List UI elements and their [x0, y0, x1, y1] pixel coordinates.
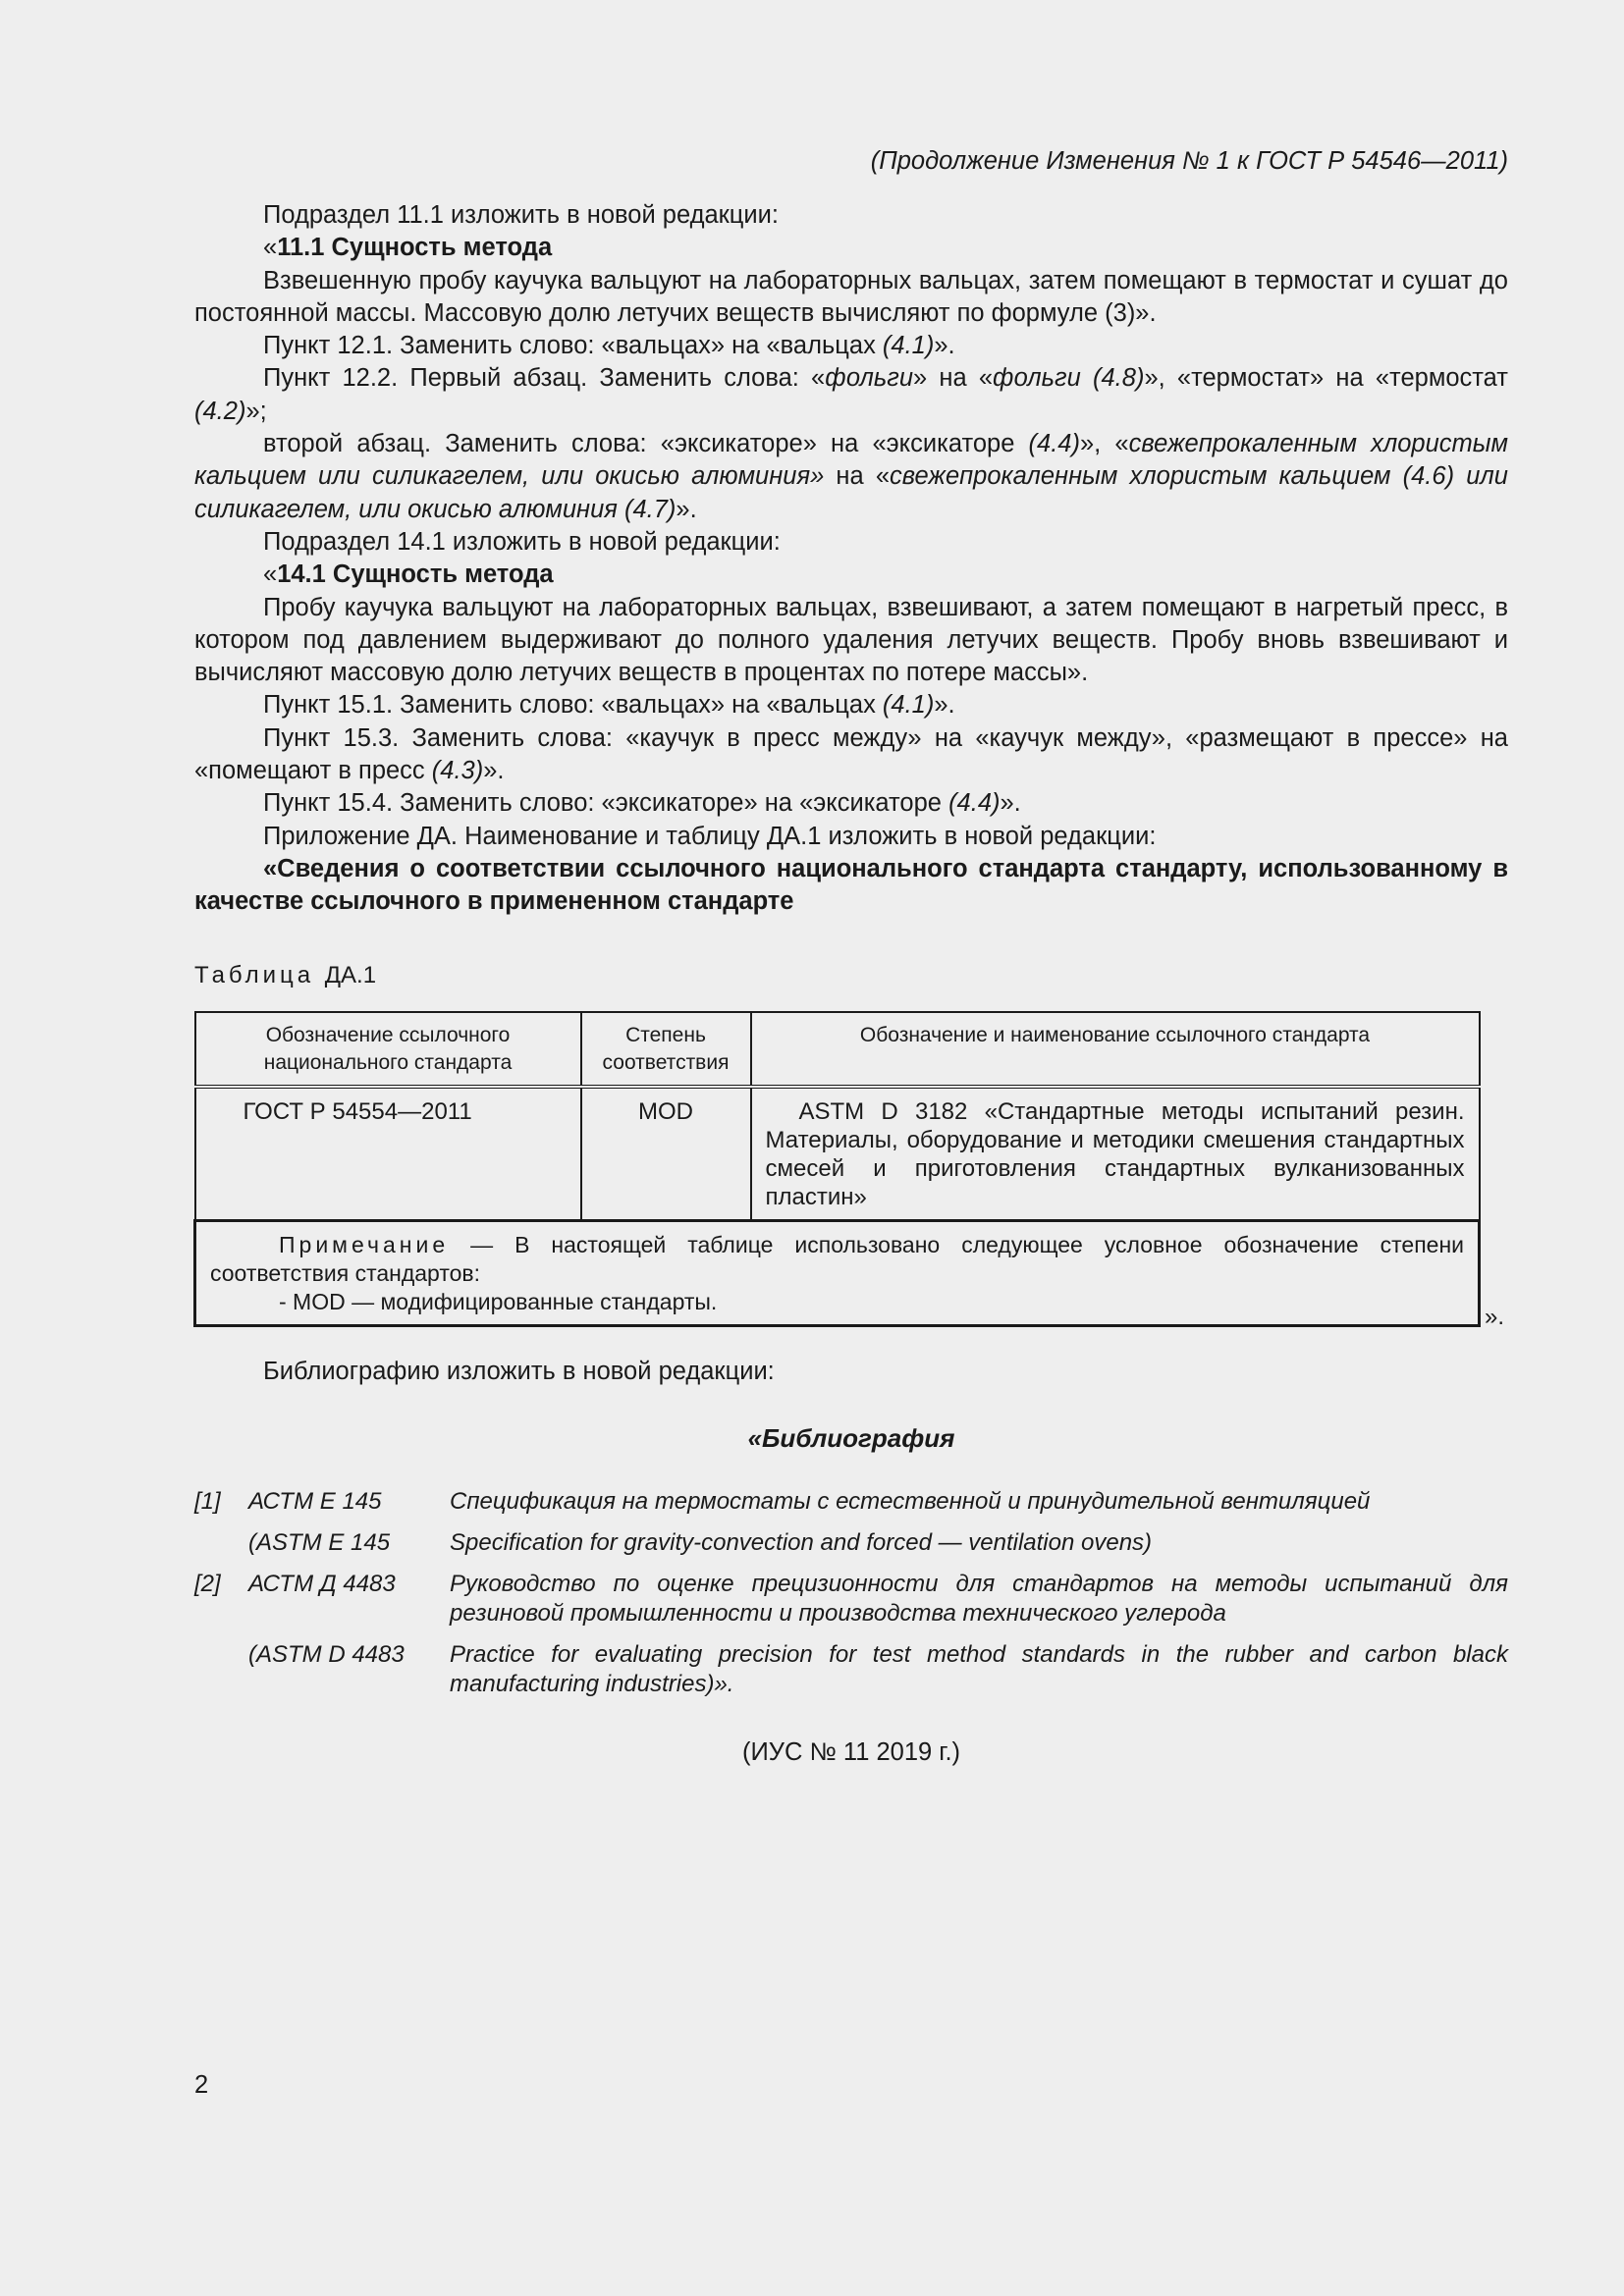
- paragraph: Библиографию изложить в новой редакции:: [263, 1358, 775, 1385]
- paragraph: Взвешенную пробу каучука вальцуют на лабораторных вальцах, затем помещают в термостат и сушат до постоянной массы. Массовую долю летучих веществ вычисляют по формуле (3)».: [194, 266, 1508, 327]
- running-header: (Продолжение Изменения № 1 к ГОСТ Р 54546—2011): [870, 147, 1508, 175]
- amendment-text: [194, 199, 1508, 919]
- paragraph: Пункт 15.1. Заменить слово: «вальцах» на «вальцах (4.1)».: [263, 691, 955, 720]
- paragraph: второй абзац. Заменить слова: «эксикаторе» на «эксикаторе (4.4)», «свежепрокаленным хлористым кальцием или силикагелем, или окисью алюминия» на «свежепрокаленным хлористым кальцием (4.6) или силикагелем, или окисью алюминия (4.7)».: [194, 430, 1508, 523]
- bibliography-entry: (ASTM D 4483 Practice for evaluating precision for test method standards in the rubber and carbon black manufacturing industries)».: [248, 1641, 1508, 1697]
- subsection-heading: «11.1 Сущность метода: [263, 234, 553, 262]
- paragraph: Пункт 15.3. Заменить слова: «каучук в пресс между» на «каучук между», «размещают в прессе» на «помещают в пресс (4.3)».: [194, 723, 1508, 785]
- table-cell: MOD: [581, 1087, 751, 1221]
- appendix-title: «Сведения о соответствии ссылочного национального стандарта стандарту, использованному в качестве ссылочного в примененном стандарте: [194, 854, 1508, 916]
- ius-reference: (ИУС № 11 2019 г.): [741, 1738, 961, 1766]
- table-note-row: [195, 1221, 1480, 1326]
- paragraph: Приложение ДА. Наименование и таблицу ДА.1 изложить в новой редакции:: [263, 822, 1157, 850]
- paragraph: Пункт 12.1. Заменить слово: «вальцах» на «вальцах (4.1)».: [263, 332, 955, 360]
- bibliography-title: «Библиография: [747, 1423, 955, 1453]
- column-header: Степень соответствия: [581, 1012, 751, 1087]
- page-number: 2: [194, 2071, 209, 2099]
- table-note: Примечание — В настоящей таблице использовано следующее условное обозначение степени соответствия стандартов: - MOD — модифицированные стандарты.: [195, 1221, 1480, 1326]
- paragraph: Подраздел 11.1 изложить в новой редакции:: [263, 201, 779, 229]
- paragraph: Пункт 12.2. Первый абзац. Заменить слова: «фольги» на «фольги (4.8)», «термостат» на «термостат (4.2)»;: [194, 364, 1508, 425]
- column-header: Обозначение и наименование ссылочного стандарта: [751, 1012, 1480, 1087]
- table-cell: ASTM D 3182 «Стандартные методы испытаний резин. Материалы, оборудование и методики смешения стандартных смесей и приготовления стандартных вулканизованных пластин»: [751, 1087, 1480, 1221]
- table-note-item: - MOD — модифицированные стандарты.: [279, 1289, 718, 1314]
- column-header: Обозначение ссылочного национального стандарта: [195, 1012, 581, 1087]
- table-row: [195, 1087, 1480, 1221]
- standards-table: [193, 1011, 1481, 1327]
- closing-quote: ».: [1485, 1304, 1505, 1330]
- paragraph: Подраздел 14.1 изложить в новой редакции:: [263, 527, 781, 556]
- subsection-heading: «14.1 Сущность метода: [263, 561, 554, 589]
- table-header-row: [195, 1012, 1480, 1087]
- table-cell: ГОСТ Р 54554—2011: [195, 1087, 581, 1221]
- table-caption: Таблица ДА.1: [194, 962, 377, 988]
- paragraph: Пробу каучука вальцуют на лабораторных вальцах, взвешивают, а затем помещают в нагретый пресс, в котором под давлением выдерживают до полного удаления летучих веществ. Пробу вновь взвешивают и вычисляют массовую долю летучих веществ в процентах по потере массы».: [194, 593, 1508, 687]
- bibliography-entry: [1] АСТМ Е 145 Спецификация на термостаты с естественной и принудительной вентиляцией: [194, 1488, 1371, 1515]
- bibliography-entry: [2] АСТМ Д 4483 Руководство по оценке прецизионности для стандартов на методы испытаний для резиновой промышленности и производства технического углерода: [194, 1571, 1508, 1627]
- paragraph: Пункт 15.4. Заменить слово: «эксикаторе» на «эксикаторе (4.4)».: [263, 789, 1021, 818]
- bibliography-entry: (ASTM E 145 Specification for gravity-convection and forced — ventilation ovens): [248, 1529, 1153, 1556]
